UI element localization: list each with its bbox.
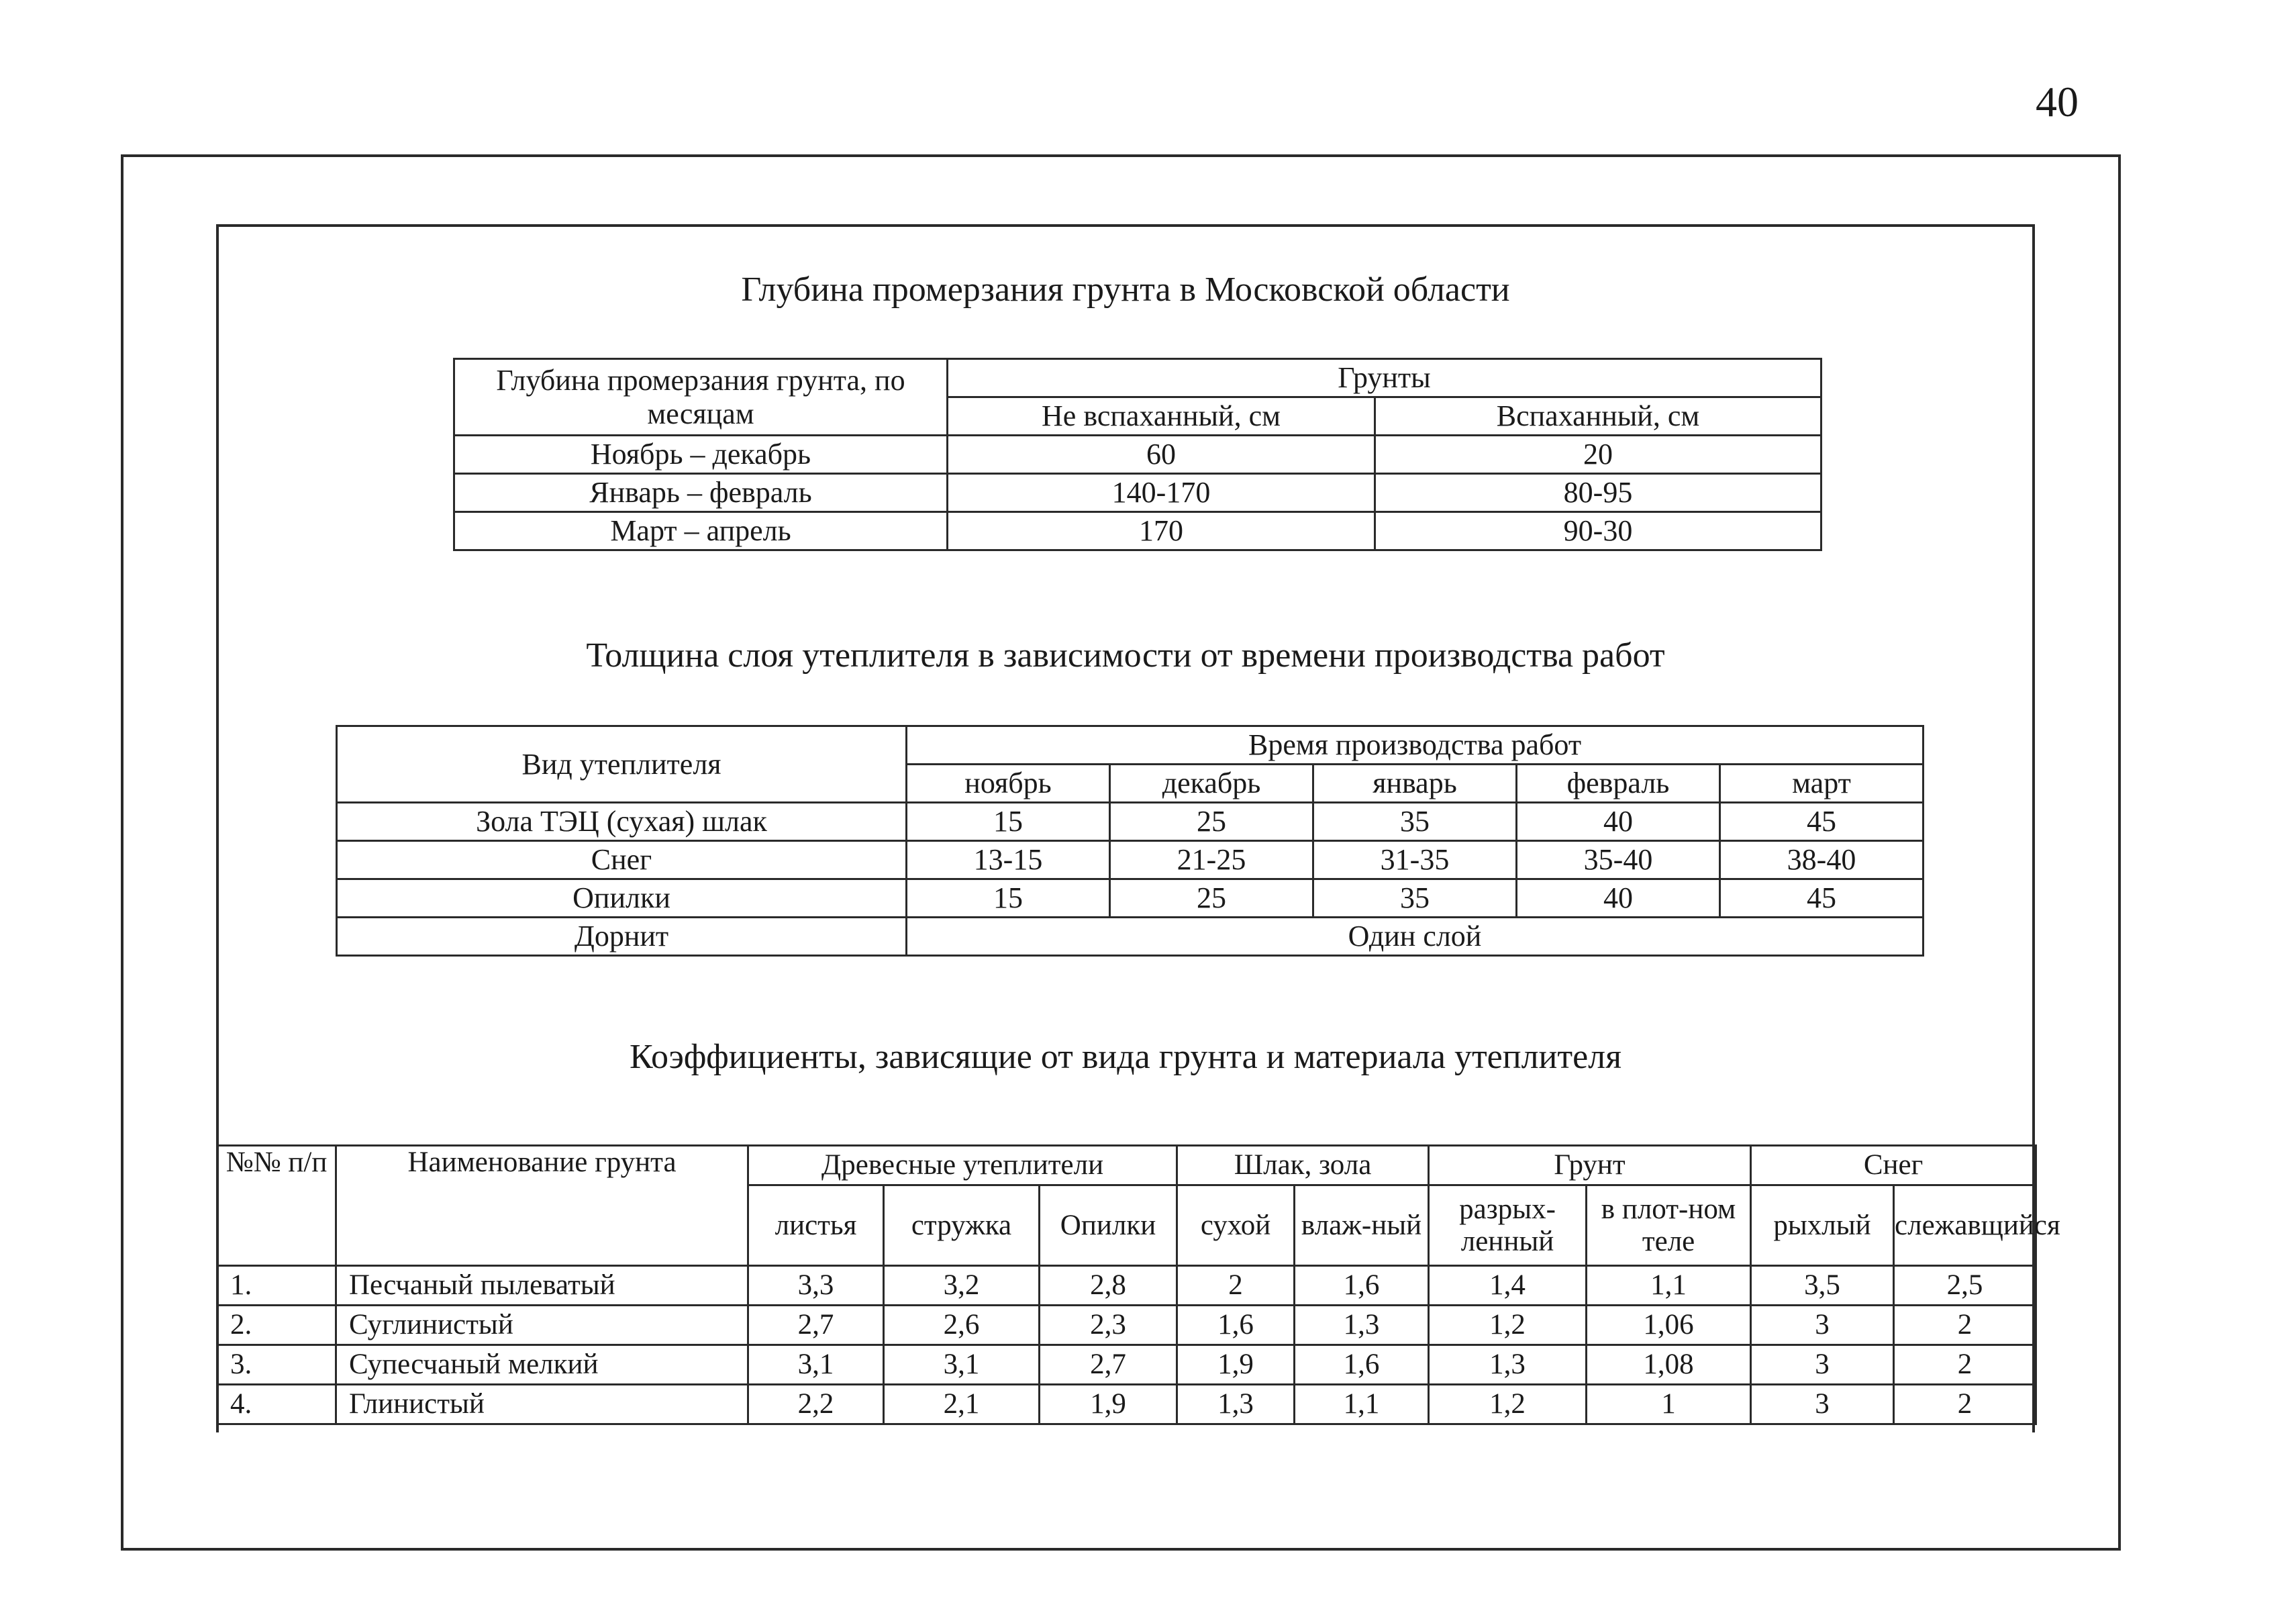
value-cell: 40	[1517, 879, 1720, 918]
table-row	[217, 1306, 2036, 1345]
soil-name: Суглинистый	[336, 1306, 748, 1345]
coefficients-title: Коэффициенты, зависящие от вида грунта и материала утеплителя	[629, 1038, 1622, 1076]
value-cell: 1,1	[1587, 1266, 1751, 1306]
value-cell: 1,9	[1040, 1385, 1177, 1424]
insulation-name: Дорнит	[337, 918, 907, 956]
value-cell: 25	[1110, 879, 1313, 918]
value-cell: 45	[1720, 803, 1924, 841]
plowed-cell: 20	[1375, 436, 1821, 474]
value-cell: 1	[1587, 1385, 1751, 1424]
value-cell: 3,1	[884, 1345, 1040, 1385]
unplowed-cell: 170	[948, 512, 1375, 550]
value-cell: 31-35	[1313, 841, 1517, 879]
value-cell: 1,9	[1177, 1345, 1295, 1385]
value-cell: 40	[1517, 803, 1720, 841]
header-freezing-depth: Глубина промерзания грунта, по месяцам	[454, 359, 948, 436]
month-header: декабрь	[1110, 765, 1313, 803]
value-cell: 1,3	[1177, 1385, 1295, 1424]
table-row	[454, 474, 1821, 512]
plowed-cell: 80-95	[1375, 474, 1821, 512]
subheader-leaves: листья	[748, 1185, 884, 1266]
period-cell: Март – апрель	[454, 512, 948, 550]
month-header: март	[1720, 765, 1924, 803]
table-row	[454, 436, 1821, 474]
value-cell: 2,8	[1040, 1266, 1177, 1306]
header-soils: Грунты	[948, 359, 1821, 397]
table-row	[337, 803, 1924, 841]
subheader-packed: слежавщийся	[1894, 1185, 2036, 1266]
insulation-name: Снег	[337, 841, 907, 879]
header-number: №№ п/п	[217, 1146, 336, 1266]
subheader-loosened: разрых-ленный	[1429, 1185, 1587, 1266]
table-header-row	[217, 1146, 2036, 1185]
row-number: 4.	[217, 1385, 336, 1424]
header-soil: Грунт	[1429, 1146, 1751, 1185]
unplowed-cell: 140-170	[948, 474, 1375, 512]
header-insulation-type: Вид утеплителя	[337, 726, 907, 803]
table-header-row	[454, 359, 1821, 397]
value-cell: 3,3	[748, 1266, 884, 1306]
header-slag-ash: Шлак, зола	[1177, 1146, 1429, 1185]
period-cell: Ноябрь – декабрь	[454, 436, 948, 474]
header-work-time: Время производства работ	[907, 726, 1924, 765]
value-cell: 38-40	[1720, 841, 1924, 879]
table-row	[454, 512, 1821, 550]
value-cell: 1,3	[1295, 1306, 1429, 1345]
value-cell: 3	[1751, 1385, 1894, 1424]
insulation-thickness-title: Толщина слоя утеплителя в зависимости от времени производства работ	[586, 636, 1665, 675]
freezing-depth-table	[453, 358, 1822, 551]
value-cell: 2	[1894, 1306, 2036, 1345]
value-cell: 2,5	[1894, 1266, 2036, 1306]
header-snow: Снег	[1751, 1146, 2036, 1185]
soil-name: Песчаный пылеватый	[336, 1266, 748, 1306]
subheader-wet: влаж-ный	[1295, 1185, 1429, 1266]
value-cell: 3	[1751, 1306, 1894, 1345]
value-cell: 15	[907, 803, 1110, 841]
unplowed-cell: 60	[948, 436, 1375, 474]
soil-name: Супесчаный мелкий	[336, 1345, 748, 1385]
header-plowed: Вспаханный, см	[1375, 397, 1821, 436]
subheader-dense: в плот-ном теле	[1587, 1185, 1751, 1266]
plowed-cell: 90-30	[1375, 512, 1821, 550]
value-cell: 1,2	[1429, 1385, 1587, 1424]
row-number: 2.	[217, 1306, 336, 1345]
value-cell: 3,2	[884, 1266, 1040, 1306]
table-row	[217, 1345, 2036, 1385]
value-cell: 25	[1110, 803, 1313, 841]
header-unplowed: Не вспаханный, см	[948, 397, 1375, 436]
value-cell: 2,7	[748, 1306, 884, 1345]
value-cell: 1,6	[1177, 1306, 1295, 1345]
row-number: 3.	[217, 1345, 336, 1385]
coefficients-table	[216, 1144, 2060, 1425]
table-row	[337, 918, 1924, 956]
table-row	[337, 879, 1924, 918]
insulation-name: Опилки	[337, 879, 907, 918]
value-cell: 35	[1313, 803, 1517, 841]
freezing-depth-title: Глубина промерзания грунта в Московской области	[741, 271, 1510, 309]
value-cell: 3,5	[1751, 1266, 1894, 1306]
value-cell: 45	[1720, 879, 1924, 918]
value-cell: 1,06	[1587, 1306, 1751, 1345]
value-cell: 21-25	[1110, 841, 1313, 879]
subheader-shavings: стружка	[884, 1185, 1040, 1266]
month-header: январь	[1313, 765, 1517, 803]
subheader-dry: сухой	[1177, 1185, 1295, 1266]
table-header-row	[337, 726, 1924, 765]
value-cell: 1,2	[1429, 1306, 1587, 1345]
single-layer-cell: Один слой	[907, 918, 1924, 956]
row-number: 1.	[217, 1266, 336, 1306]
value-cell: 2	[1177, 1266, 1295, 1306]
value-cell: 3,1	[748, 1345, 884, 1385]
value-cell: 1,6	[1295, 1266, 1429, 1306]
value-cell: 13-15	[907, 841, 1110, 879]
value-cell: 2,3	[1040, 1306, 1177, 1345]
period-cell: Январь – февраль	[454, 474, 948, 512]
header-soil-name: Наименование грунта	[336, 1146, 748, 1266]
header-wood-insulation: Древесные утеплители	[748, 1146, 1177, 1185]
value-cell: 2,7	[1040, 1345, 1177, 1385]
value-cell: 1,3	[1429, 1345, 1587, 1385]
value-cell: 2	[1894, 1345, 2036, 1385]
value-cell: 3	[1751, 1345, 1894, 1385]
insulation-thickness-table	[336, 725, 1924, 957]
table-row	[217, 1385, 2036, 1424]
page-number: 40	[2036, 78, 2079, 126]
subheader-sawdust: Опилки	[1040, 1185, 1177, 1266]
value-cell: 15	[907, 879, 1110, 918]
table-row	[217, 1266, 2036, 1306]
value-cell: 35	[1313, 879, 1517, 918]
table-row	[337, 841, 1924, 879]
value-cell: 2	[1894, 1385, 2036, 1424]
subheader-loose: рыхлый	[1751, 1185, 1894, 1266]
month-header: февраль	[1517, 765, 1720, 803]
value-cell: 1,4	[1429, 1266, 1587, 1306]
insulation-name: Зола ТЭЦ (сухая) шлак	[337, 803, 907, 841]
month-header: ноябрь	[907, 765, 1110, 803]
value-cell: 1,6	[1295, 1345, 1429, 1385]
value-cell: 1,1	[1295, 1385, 1429, 1424]
value-cell: 2,2	[748, 1385, 884, 1424]
value-cell: 2,1	[884, 1385, 1040, 1424]
value-cell: 1,08	[1587, 1345, 1751, 1385]
soil-name: Глинистый	[336, 1385, 748, 1424]
value-cell: 2,6	[884, 1306, 1040, 1345]
value-cell: 35-40	[1517, 841, 1720, 879]
